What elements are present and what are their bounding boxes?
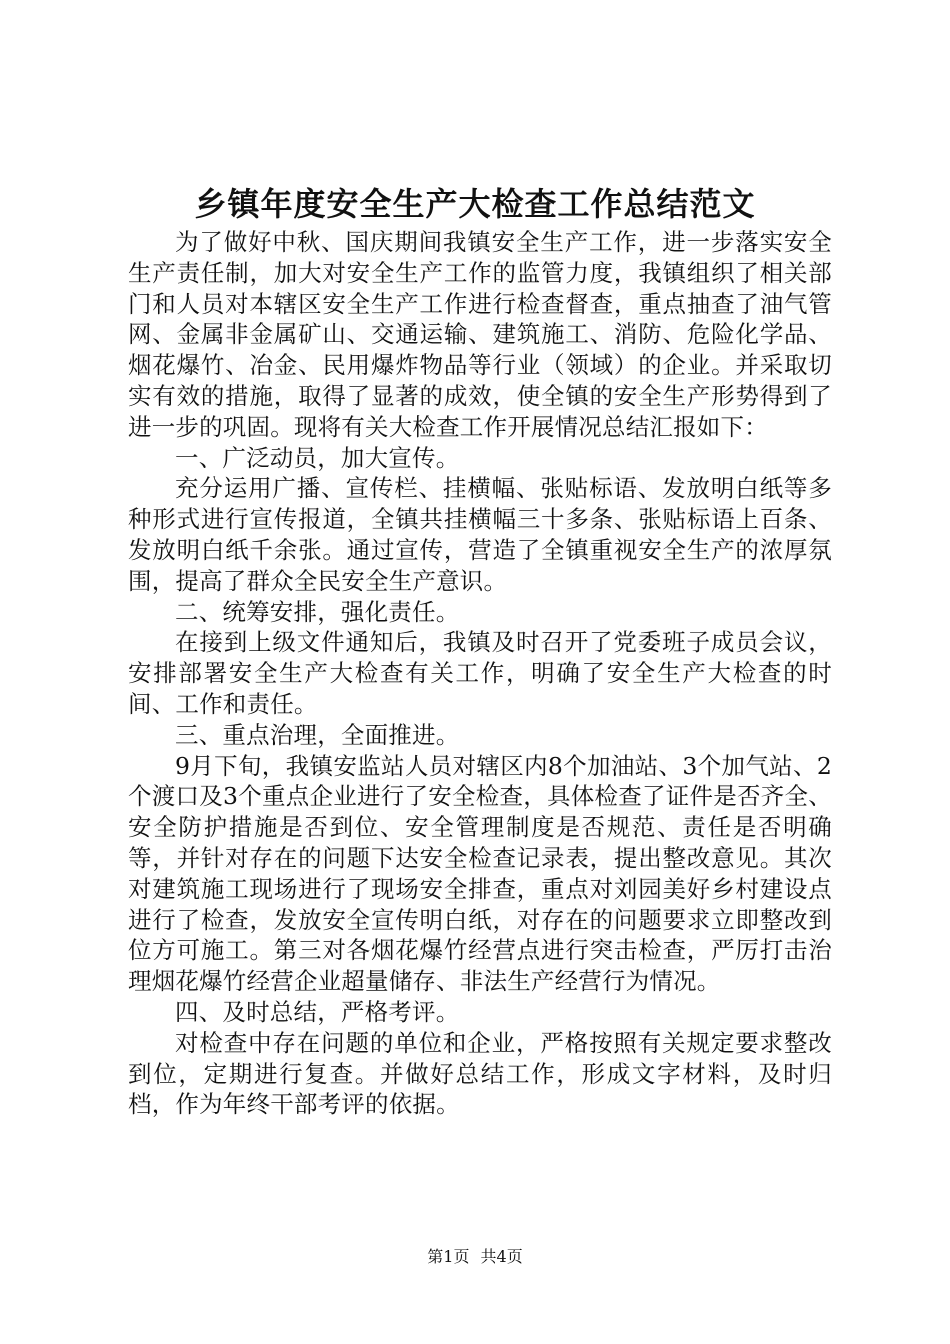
paragraph-section-1: 充分运用广播、宣传栏、挂横幅、张贴标语、发放明白纸等多种形式进行宣传报道，全镇共挂横幅三十多条、张贴标语上百条、发放明白纸千余张。通过宣传，营造了全镇重视安全生产的浓厚氛围，提高了群众全民安全生产意识。 — [128, 474, 832, 595]
paragraph-section-3: 9月下旬，我镇安监站人员对辖区内8个加油站、3个加气站、2个渡口及3个重点企业进行了安全检查，具体检查了证件是否齐全、安全防护措施是否到位、安全管理制度是否规范、责任是否明确等，并针对存在的问题下达安全检查记录表，提出整改意见。其次对建筑施工现场进行了现场安全排查，重点对刘园美好乡村建设点进行了检查，发放安全宣传明白纸，对存在的问题要求立即整改到位方可施工。第三对各烟花爆竹经营点进行突击检查，严厉打击治理烟花爆竹经营企业超量储存、非法生产经营行为情况。 — [128, 751, 832, 996]
section-heading-2: 二、统筹安排，强化责任。 — [175, 597, 460, 626]
section-heading-1: 一、广泛动员，加大宣传。 — [175, 443, 460, 472]
paragraph-section-4: 对检查中存在问题的单位和企业，严格按照有关规定要求整改到位，定期进行复查。并做好总结工作，形成文字材料，及时归档，作为年终干部考评的依据。 — [128, 1028, 832, 1119]
section-heading-3: 三、重点治理，全面推进。 — [175, 720, 460, 749]
section-heading-4: 四、及时总结，严格考评。 — [175, 997, 460, 1026]
paragraph-intro: 为了做好中秋、国庆期间我镇安全生产工作，进一步落实安全生产责任制，加大对安全生产工作的监管力度，我镇组织了相关部门和人员对本辖区安全生产工作进行检查督查，重点抽查了油气管网、金属非金属矿山、交通运输、建筑施工、消防、危险化学品、烟花爆竹、冶金、民用爆炸物品等行业（领域）的企业。并采取切实有效的措施，取得了显著的成效，使全镇的安全生产形势得到了进一步的巩固。现将有关大检查工作开展情况总结汇报如下： — [128, 228, 832, 441]
document-body — [128, 227, 832, 1120]
page-total: 共4页 — [480, 1247, 523, 1266]
page-footer — [0, 1246, 950, 1268]
document-title: 乡镇年度安全生产大检查工作总结范文 — [194, 185, 756, 223]
page-number: 第1页 — [427, 1247, 470, 1266]
paragraph-section-2: 在接到上级文件通知后，我镇及时召开了党委班子成员会议，安排部署安全生产大检查有关工作，明确了安全生产大检查的时间、工作和责任。 — [128, 628, 832, 718]
